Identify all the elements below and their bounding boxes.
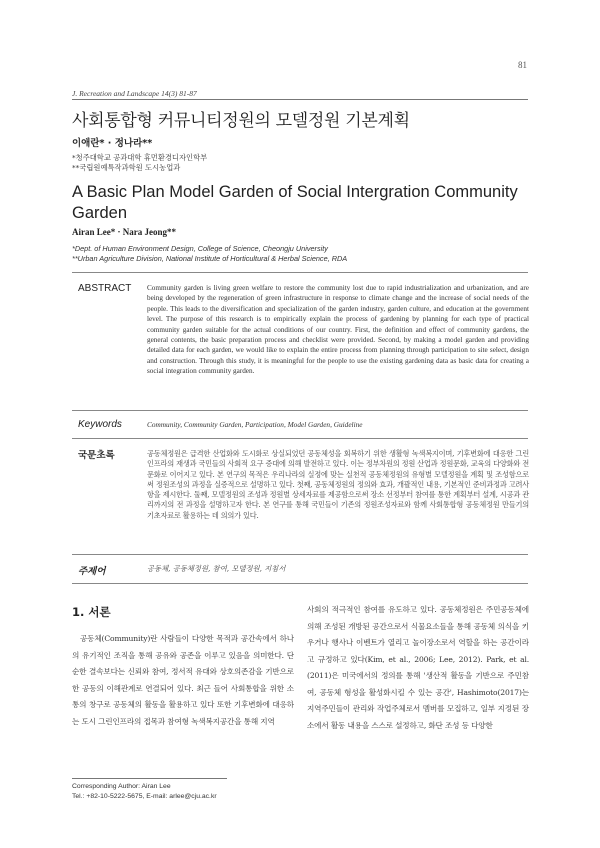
keywords-top-rule (72, 410, 528, 411)
affiliation-english-1: *Dept. of Human Environment Design, College of Science, Cheongju University (72, 244, 328, 253)
authors-english: Airan Lee* · Nara Jeong** (72, 227, 176, 237)
header-rule (72, 99, 528, 100)
korean-keywords-text: 공동체, 공동체정원, 참여, 모델정원, 지침서 (147, 564, 286, 573)
abstract-top-rule (72, 272, 528, 273)
body-column-right (307, 602, 529, 734)
body-paragraph: 사회의 적극적인 참여를 유도하고 있다. 공동체정원은 주민공동체에 의해 조성된 개방된 공간으로서 식물요소들을 통해 공동체 의식을 키우거나 행사나 이벤트가 열리고 놀이장소로서 역할을 하는 공간이라고 규정하고 있다(Kim, et al., 2006; Lee, 2012). Park, et al.(2011)은 미국에서의 정의를 통해 '생산적 활동을 기반으로 주민참여, 공동체 형성을 활성화시킬 수 있는 공간', Hashimoto(2017)는 지역주민들이 관리와 작업주체로서 멤버를 모집하고, 일부 지정된 장소에서 활동 내용을 스스로 설정하고, 화단 조성 등 다양한 (307, 605, 529, 730)
korean-keywords-bottom-rule (72, 583, 528, 584)
affiliation-korean-2: **국립원예특작과학원 도시농업과 (72, 163, 181, 172)
abstract-text: Community garden is living green welfare to restore the community lost due to rapid industrialization and urbanization, and are being developed by the regeneration of green infrastructure in response to climate change and the increase of social needs of the people. This leads to the diversification and specialization of the garden industry, garden culture, and education at the government level. The purpose of this research is to empirically explain the process of gardening by planning for each type of practical community garden suitable for the actual conditions of our country. First, the definition and effect of community gardens, the general contents, the basic preparation process and checklist were provided. Second, by making a model garden and providing detailed data for each garden, we would like to explain the entire process from planning through participation to site select, design and construction. Through this study, it is meaningful for the people to use the existing gardening data as basic data for creating a social integration community garden. (147, 284, 529, 376)
affiliation-english-2: **Urban Agriculture Division, National Institute of Horticultural & Herbal Science, RDA (72, 254, 348, 263)
keywords-label: Keywords (78, 419, 122, 430)
korean-abstract-text: 공동체정원은 급격한 산업화와 도시화로 상실되었던 공동체성을 회복하기 위한 생활형 녹색복지이며, 기후변화에 대응한 그린인프라의 재생과 국민들의 사회적 요구 증대에 의해 발전하고 있다. 이는 정부차원의 정원 산업과 정원문화, 교육의 다양화와 전문화로 이어지고 있다. 본 연구의 목적은 우리나라의 실정에 맞는 실천적 공동체정원의 유형별 모델정원을 계획 및 조성함으로써 정원조성의 과정을 실증적으로 설명하고 있다. 첫째, 공동체정원의 정의와 효과, 개괄적인 내용, 기본적인 준비과정과 고려사항을 제시한다. 둘째, 모델정원의 조성과 정원별 상세자료를 제공함으로써 장소 선정부터 참여를 통한 계획부터 설계, 시공과 관리까지의 전 과정을 설명하고자 한다. 본 연구를 통해 국민들이 기존의 정원조성자료와 함께 사회통합형 공동체정원 만들기의 기초자료로 활용하는 데 의의가 있다. (147, 449, 529, 520)
keywords-text: Community, Community Garden, Participation, Model Garden, Guideline (147, 420, 363, 429)
section-heading-introduction: 1. 서론 (72, 605, 111, 619)
affiliation-korean-1: *청주대학교 공과대학 휴먼환경디자인학부 (72, 153, 208, 162)
corresponding-author: Corresponding Author: Airan Lee (72, 783, 171, 790)
authors-korean: 이애란* · 정나라** (72, 138, 153, 149)
abstract-label: ABSTRACT (78, 283, 132, 294)
journal-citation: J. Recreation and Landscape 14(3) 81-87 (72, 89, 197, 98)
korean-keywords-label: 주제어 (78, 566, 106, 577)
body-column-left (72, 631, 294, 730)
korean-abstract-top-rule (72, 438, 528, 439)
page-number: 81 (518, 60, 527, 70)
title-korean: 사회통합형 커뮤니티정원의 모델정원 기본계획 (72, 111, 410, 131)
korean-abstract-label: 국문초록 (78, 450, 115, 461)
footnote-rule (72, 778, 227, 779)
corresponding-contact: Tel.: +82-10-5222-5675, E-mail: arlee@cju.ac.kr (72, 793, 217, 800)
body-paragraph: 공동체(Community)란 사람들이 다양한 목적과 공간속에서 하나의 유기적인 조직을 통해 공유와 공존을 이루고 있음을 의미한다. 단순한 결속보다는 신뢰와 참여, 정서적 유대와 상호의존감을 기반으로 한 공동의 이해관계로 연결되어 있다. 최근 들어 사회통합을 위한 소통의 창구로 공동체의 활동을 활용하고 있다 또한 기후변화에 대응하는 도시 그린인프라의 접목과 참여형 녹색복지공간을 통해 지역 (72, 634, 294, 726)
title-english: A Basic Plan Model Garden of Social Intergration Community Garden (72, 183, 518, 222)
korean-keywords-top-rule (72, 554, 528, 555)
